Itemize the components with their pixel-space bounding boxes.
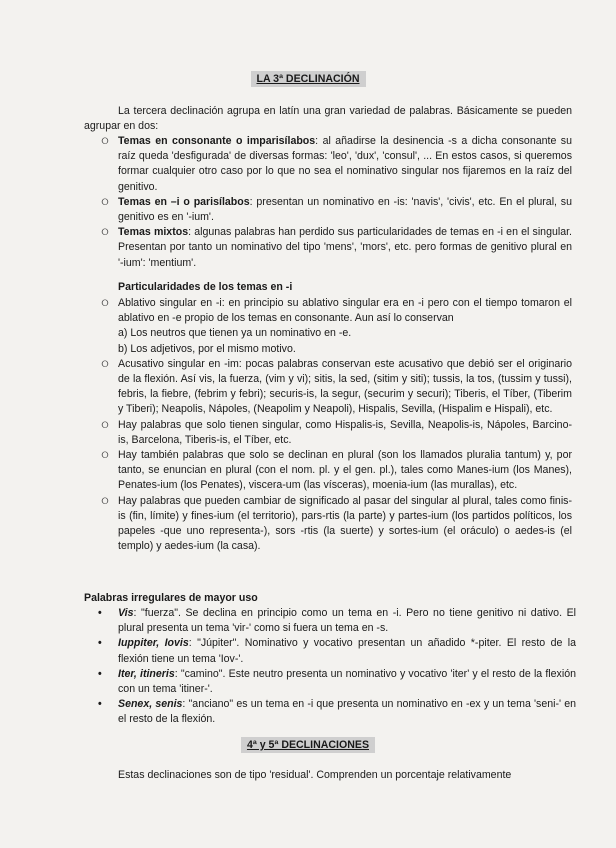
list-item xyxy=(96,636,576,666)
list-item xyxy=(96,667,576,697)
dot-bullet-icon: • xyxy=(98,698,102,711)
circle-bullet-icon: ⭘ xyxy=(101,298,109,308)
list-item xyxy=(98,494,572,555)
list-item xyxy=(96,606,576,636)
title-text: LA 3ª DECLINACIÓN xyxy=(251,71,366,87)
intro-paragraph: La tercera declinación agrupa en latín una gran variedad de palabras. Básicamente se pueden agrupar en dos: xyxy=(84,105,572,133)
irregular-term: Senex, senis xyxy=(118,698,183,711)
closing-paragraph: Estas declinaciones son de tipo 'residual'. Comprenden un porcentaje relativamente xyxy=(118,769,512,781)
circle-bullet-icon: ⭘ xyxy=(101,136,109,146)
list-item xyxy=(98,448,572,494)
irregular-text: : "Júpiter". Nominativo y vocativo presentan un añadido *-piter. El resto de la flexión tiene un tema 'Iov-'. xyxy=(118,637,576,665)
groups-list xyxy=(98,134,572,271)
section-title-4-5 xyxy=(0,738,616,753)
item-text: Acusativo singular en -im: pocas palabras conservan este acusativo que debió ser el originario de la flexión. Así vis, la fuerza, (vim y vi); sitis, la sed, (sitim y siti); tussis, la tos, (tussim y tussi), febris, la fiebre, (febrim y febri); securis-is, la segur, (securim y securi); Tiberis, el Tíber, (Tiberim y Tiberi); Neapolis, Nápoles, (Neapolim y Neapoli), Hispalis, Sevilla, (Hispalim e Hispali), etc. xyxy=(118,357,572,416)
circle-bullet-icon: ⭘ xyxy=(101,450,109,461)
irregulares-list xyxy=(96,606,576,728)
circle-bullet-icon: ⭘ xyxy=(101,358,109,369)
item-text: Hay también palabras que solo se declinan en plural (son los llamados pluralia tantum) y, por tanto, se enuncian en plural (con el nom. pl. y el gen. pl.), tales como Manes-ium (los Manes), Penates-ium (los Penates), viscera-um (las vísceras), moenia-ium (las murallas), etc. xyxy=(118,449,572,492)
group-term: Temas mixtos xyxy=(118,226,189,239)
particularidades-list xyxy=(98,296,572,554)
irregular-text: : "anciano" es un tema en -i que presenta un nominativo en -ex y un tema 'seni-' en el resto de la flexión. xyxy=(118,698,576,726)
page-title xyxy=(0,72,616,87)
group-term: Temas en consonante o imparisílabos xyxy=(118,135,316,147)
group-text: : presentan un nominativo en -is: 'navis', 'civis', etc. En el plural, su genitivo es en '-ium'. xyxy=(118,195,572,224)
list-item xyxy=(98,296,572,357)
list-item xyxy=(98,134,572,195)
item-text: Ablativo singular en -i: en principio su ablativo singular era en -i pero con el tiempo tomaron el ablativo en -e propio de los temas en consonante. Aun así lo conservan xyxy=(118,297,572,325)
circle-bullet-icon: ⭘ xyxy=(101,196,109,207)
group-text: : algunas palabras han perdido sus particularidades de temas en -i en el singular. Presentan por tanto un nominativo del tipo 'mens', 'mors', etc. pero formas de genitivo plural en '-ium': 'mentium'. xyxy=(118,226,572,269)
irregular-term: Iter, itineris xyxy=(118,667,175,680)
circle-bullet-icon: ⭘ xyxy=(101,419,109,430)
list-item xyxy=(98,418,572,448)
list-item xyxy=(98,357,572,418)
dot-bullet-icon: • xyxy=(98,637,102,650)
list-item xyxy=(98,195,572,225)
list-item xyxy=(98,225,572,271)
irregular-text: : "fuerza". Se declina en principio como un tema en -i. Pero no tiene genitivo ni dativo. El plural presenta un tema 'vir-' como si fuera un tema en -s. xyxy=(118,607,576,635)
irregular-text: : "camino". Este neutro presenta un nominativo y vocativo 'iter' y el resto de la flexión con un tema 'itiner-'. xyxy=(118,667,576,696)
group-text: : al añadirse la desinencia -s a dicha consonante su raíz queda 'desfigurada' de diversas formas: 'leo', 'dux', 'consul', ... En estos casos, si queremos formar cualquier otro caso por lo que no sea el nominativo singular nos fijaremos en la raíz del genitivo. xyxy=(118,135,572,193)
sub-item-a: a) Los neutros que tienen ya un nominativo en -e. xyxy=(118,327,352,340)
irregular-term: Iuppiter, Iovis xyxy=(118,637,189,650)
item-text: Hay palabras que solo tienen singular, como Hispalis-is, Sevilla, Neapolis-is, Nápoles, Barcino-is, Barcelona, Tiberis-is, el Tíber, etc. xyxy=(118,418,572,446)
irregular-term: Vis xyxy=(118,607,134,619)
sub-item-b: b) Los adjetivos, por el mismo motivo. xyxy=(118,342,296,355)
particularidades-heading: Particularidades de los temas en -i xyxy=(118,281,293,293)
circle-bullet-icon: ⭘ xyxy=(101,227,109,238)
list-item xyxy=(96,697,576,727)
dot-bullet-icon: • xyxy=(98,667,102,680)
item-text: Hay palabras que pueden cambiar de significado al pasar del singular al plural, tales como finis-is (fin, límite) y fines-ium (el territorio), pars-rtis (la parte) y partes-ium (los partidos políticos, los papeles -que uno representa-), sors -rtis (la suerte) y sortes-ium (el oráculo) o aedes-is (el templo) y aedes-ium (la casa). xyxy=(118,494,572,553)
group-term: Temas en –i o parisílabos xyxy=(118,195,250,208)
irregulares-heading: Palabras irregulares de mayor uso xyxy=(84,592,258,604)
dot-bullet-icon: • xyxy=(98,607,102,619)
circle-bullet-icon: ⭘ xyxy=(101,495,109,506)
title2-text: 4ª y 5ª DECLINACIONES xyxy=(241,737,375,753)
